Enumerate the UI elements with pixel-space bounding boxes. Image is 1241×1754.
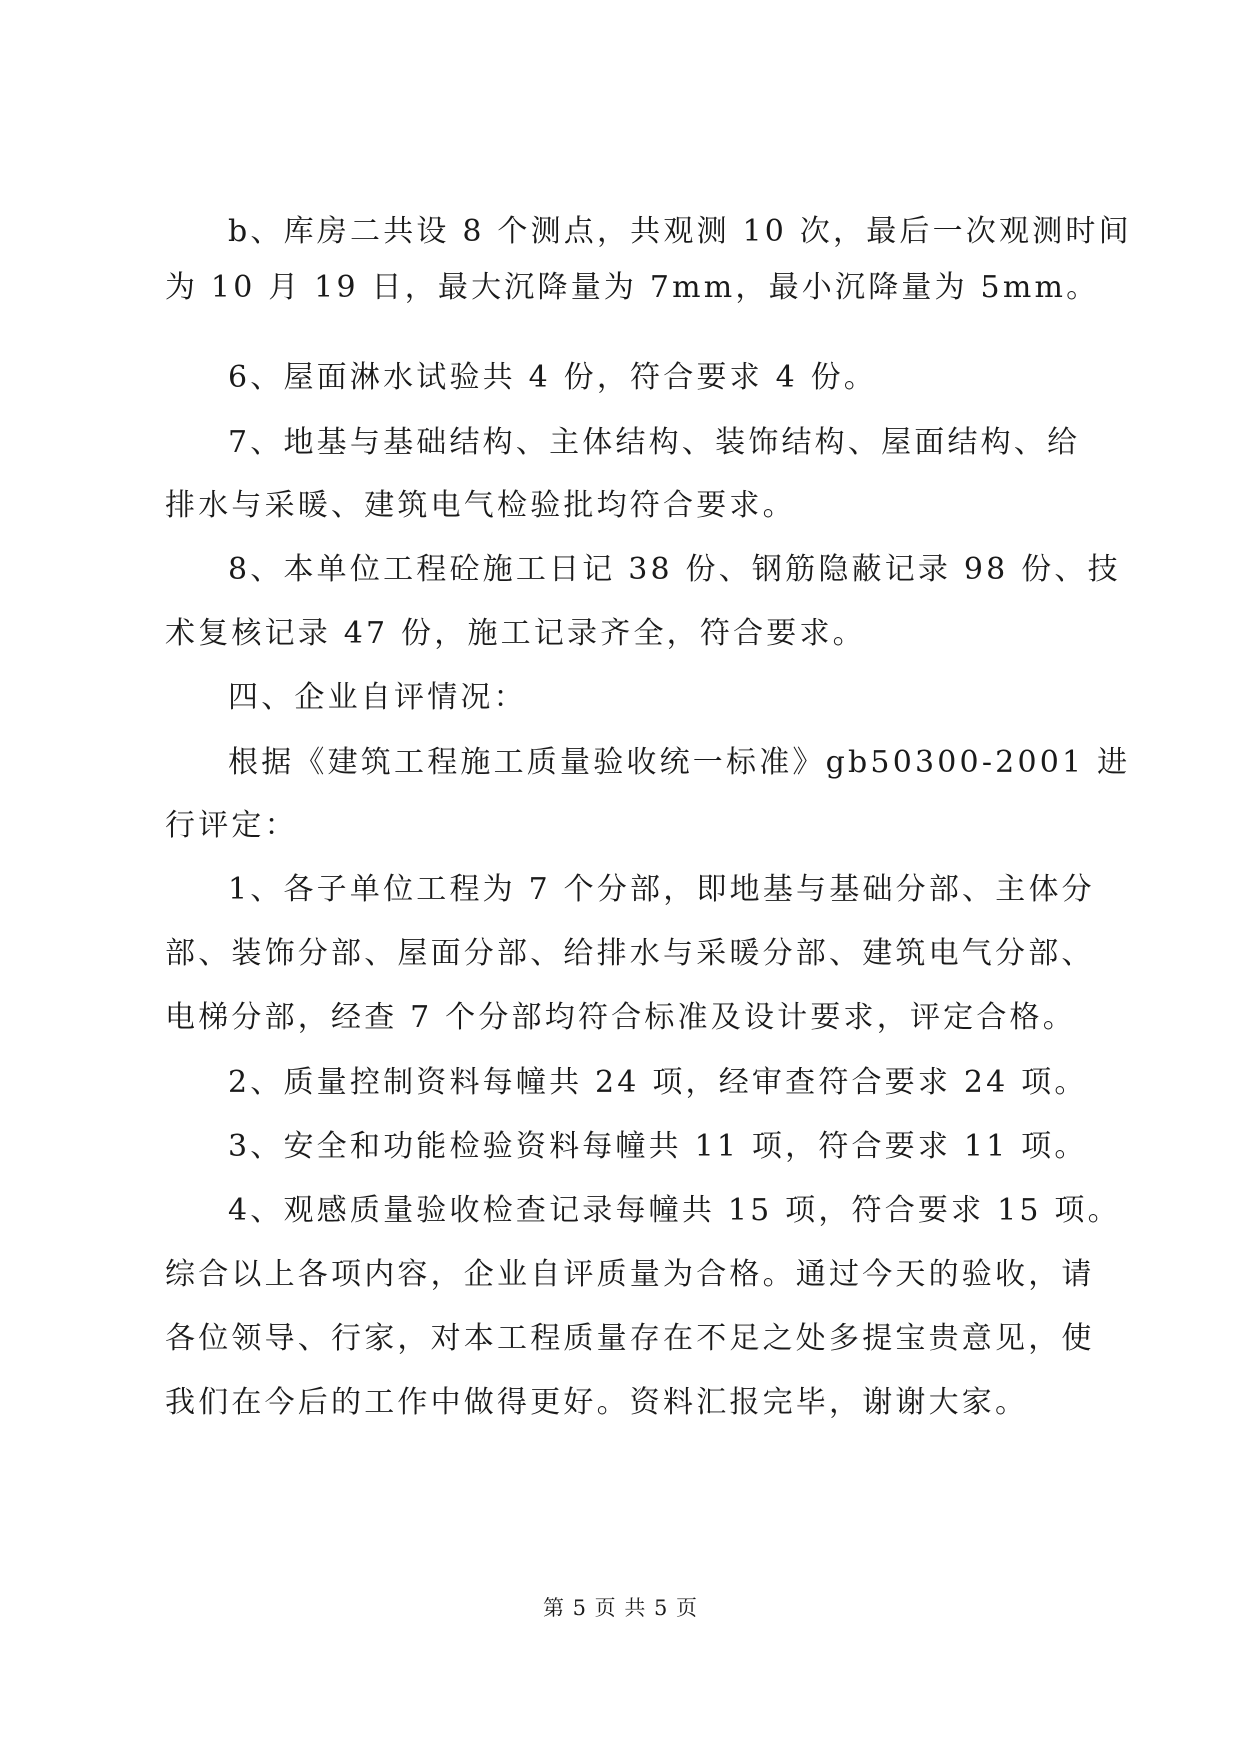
text-line: 电梯分部，经查 7 个分部均符合标准及设计要求，评定合格。: [165, 1000, 1076, 1035]
text-line: 各位领导、行家，对本工程质量存在不足之处多提宝贵意见，使: [165, 1321, 1095, 1356]
text-line: 排水与采暖、建筑电气检验批均符合要求。: [165, 488, 796, 523]
text-line: 4、观感质量验收检查记录每幢共 15 项，符合要求 15 项。: [228, 1193, 1121, 1228]
text-line: 我们在今后的工作中做得更好。资料汇报完毕，谢谢大家。: [165, 1385, 1029, 1420]
text-line: 根据《建筑工程施工质量验收统一标准》gb50300-2001 进: [228, 745, 1131, 780]
section-heading: 四、企业自评情况：: [228, 680, 527, 715]
text-line: 2、质量控制资料每幢共 24 项，经审查符合要求 24 项。: [228, 1065, 1088, 1100]
page-number: 第 5 页 共 5 页: [542, 1596, 699, 1620]
text-line: 部、装饰分部、屋面分部、给排水与采暖分部、建筑电气分部、: [165, 936, 1095, 971]
text-line: 6、屋面淋水试验共 4 份，符合要求 4 份。: [228, 360, 878, 395]
text-line: 为 10 月 19 日，最大沉降量为 7mm，最小沉降量为 5mm。: [165, 270, 1100, 305]
text-line: b、库房二共设 8 个测点，共观测 10 次，最后一次观测时间: [228, 214, 1132, 249]
text-line: 8、本单位工程砼施工日记 38 份、钢筋隐蔽记录 98 份、技: [228, 552, 1121, 587]
text-line: 1、各子单位工程为 7 个分部，即地基与基础分部、主体分: [228, 872, 1095, 907]
text-line: 3、安全和功能检验资料每幢共 11 项，符合要求 11 项。: [228, 1129, 1088, 1164]
text-line: 术复核记录 47 份，施工记录齐全，符合要求。: [165, 616, 866, 651]
text-line: 7、地基与基础结构、主体结构、装饰结构、屋面结构、给: [228, 425, 1081, 460]
text-line: 行评定：: [165, 808, 298, 843]
text-line: 综合以上各项内容，企业自评质量为合格。通过今天的验收，请: [165, 1257, 1095, 1292]
